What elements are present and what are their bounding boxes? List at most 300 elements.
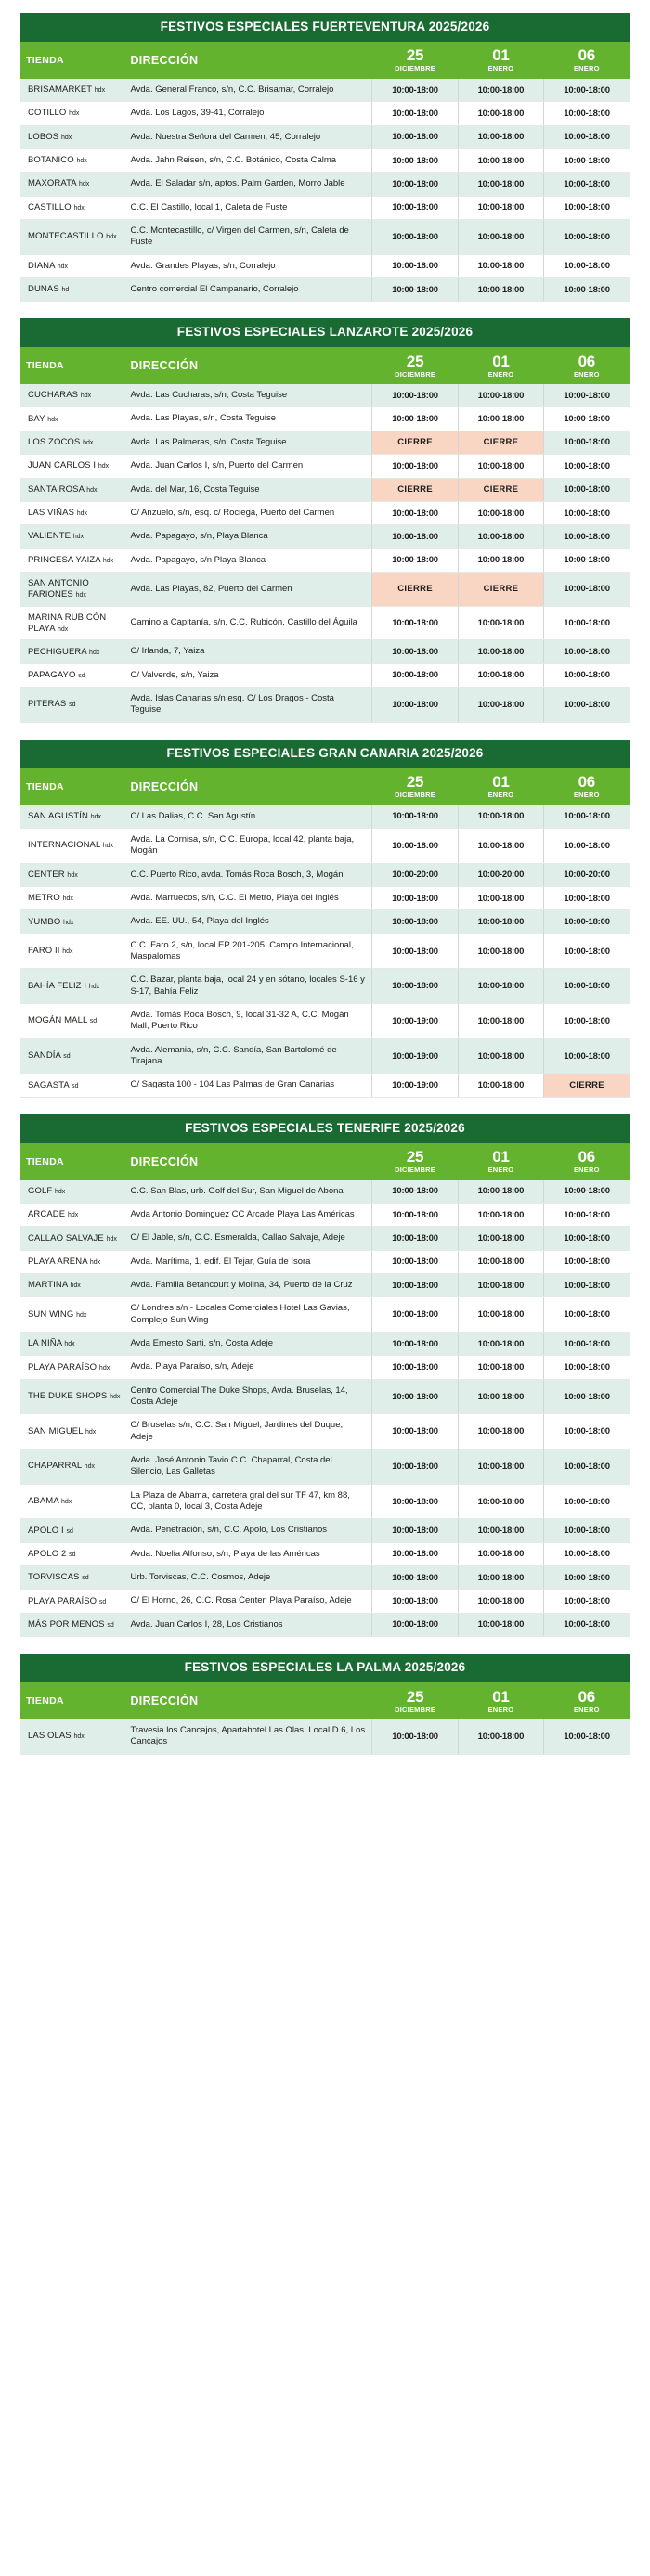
store-address-cell: Avda. Marruecos, s/n, C.C. El Metro, Playa del Inglés <box>124 886 371 909</box>
store-address-cell: Avda Ernesto Sarti, s/n, Costa Adeje <box>124 1333 371 1356</box>
table-row <box>20 478 630 501</box>
opening-hours-cell: 10:00-18:00 <box>544 934 630 969</box>
opening-hours-cell: 10:00-20:00 <box>458 863 543 886</box>
opening-hours-cell: 10:00-18:00 <box>544 384 630 407</box>
opening-hours-cell: 10:00-18:00 <box>372 254 458 277</box>
opening-hours-cell: 10:00-18:00 <box>544 1180 630 1204</box>
table-row <box>20 1074 630 1097</box>
opening-hours-cell: 10:00-18:00 <box>544 1519 630 1542</box>
table-row <box>20 1333 630 1356</box>
opening-hours-cell: 10:00-18:00 <box>544 79 630 102</box>
table-row <box>20 572 630 606</box>
opening-hours-cell: 10:00-18:00 <box>372 828 458 863</box>
store-address-cell: Avda. Papagayo, s/n, Playa Blanca <box>124 525 371 548</box>
store-name: JUAN CARLOS I <box>28 460 97 471</box>
column-header-date-25 <box>372 1682 458 1719</box>
store-format-suffix: sd <box>72 1082 79 1089</box>
date-month-name: ENERO <box>573 1705 600 1714</box>
opening-hours-cell: 10:00-19:00 <box>372 1038 458 1074</box>
store-format-suffix: hdx <box>76 510 88 518</box>
column-header-tienda: TIENDA <box>20 42 124 79</box>
opening-hours-cell: 10:00-18:00 <box>372 688 458 723</box>
opening-hours-cell: 10:00-18:00 <box>458 1180 543 1204</box>
store-format-suffix: sd <box>107 1622 114 1629</box>
table-row <box>20 640 630 663</box>
opening-hours-cell: 10:00-18:00 <box>544 1038 630 1074</box>
store-name: SANDÍA <box>28 1050 61 1062</box>
opening-hours-cell: 10:00-18:00 <box>544 805 630 829</box>
store-address-cell: Avda. Noelia Alfonso, s/n, Playa de las Américas <box>124 1542 371 1565</box>
opening-hours-cell: 10:00-18:00 <box>372 548 458 572</box>
opening-hours-cell: 10:00-18:00 <box>458 1519 543 1542</box>
opening-hours-cell: 10:00-18:00 <box>372 1414 458 1449</box>
date-day-number: 06 <box>578 1148 595 1166</box>
opening-hours-cell: 10:00-18:00 <box>372 1542 458 1565</box>
opening-hours-cell: 10:00-18:00 <box>458 1484 543 1519</box>
store-format-suffix: hdx <box>94 87 106 95</box>
holiday-schedules-page <box>20 13 630 1755</box>
opening-hours-cell: 10:00-18:00 <box>458 548 543 572</box>
store-name: SANTA ROSA <box>28 483 84 495</box>
store-format-suffix: hdx <box>106 234 117 241</box>
table-row <box>20 1379 630 1414</box>
store-name: TORVISCAS <box>28 1572 80 1583</box>
opening-hours-cell: 10:00-18:00 <box>544 1297 630 1333</box>
store-format-suffix: hdx <box>72 534 84 541</box>
closed-cell: CIERRE <box>458 572 543 606</box>
store-name: PLAYA PARAÍSO <box>28 1361 98 1372</box>
store-name: MONTECASTILLO <box>28 231 104 242</box>
opening-hours-cell: 10:00-18:00 <box>372 1273 458 1296</box>
store-address-cell: C.C. El Castillo, local 1, Caleta de Fuste <box>124 196 371 219</box>
opening-hours-cell: 10:00-18:00 <box>458 1004 543 1039</box>
store-name: GOLF <box>28 1185 53 1196</box>
store-name: PITERAS <box>28 699 67 710</box>
store-name: PECHIGUERA <box>28 646 87 657</box>
column-header-date-01 <box>458 1143 543 1180</box>
store-name: MAXORATA <box>28 178 77 189</box>
opening-hours-cell: 10:00-18:00 <box>544 1333 630 1356</box>
column-header-direccion: DIRECCIÓN <box>124 42 371 79</box>
store-name: APOLO I <box>28 1525 64 1536</box>
opening-hours-cell: 10:00-18:00 <box>372 910 458 934</box>
table-row <box>20 663 630 687</box>
column-header-date-06 <box>544 1682 630 1719</box>
store-format-suffix: sd <box>63 1053 71 1061</box>
opening-hours-cell: 10:00-18:00 <box>544 1250 630 1273</box>
opening-hours-cell: 10:00-18:00 <box>544 828 630 863</box>
store-name-cell <box>20 572 124 606</box>
store-address-cell: Avda. Nuestra Señora del Carmen, 45, Corralejo <box>124 125 371 148</box>
column-header-date-01 <box>458 347 543 384</box>
store-address-cell: Avda. Playa Paraíso, s/n, Adeje <box>124 1356 371 1379</box>
table-row <box>20 1004 630 1039</box>
store-address-cell: Centro comercial El Campanario, Corralejo <box>124 277 371 301</box>
opening-hours-cell: 10:00-18:00 <box>372 455 458 478</box>
table-row <box>20 1719 630 1754</box>
opening-hours-cell: 10:00-18:00 <box>458 148 543 172</box>
store-name-cell <box>20 277 124 301</box>
store-name-cell <box>20 148 124 172</box>
table-row <box>20 1519 630 1542</box>
closed-cell: CIERRE <box>372 431 458 454</box>
store-address-cell: C/ Sagasta 100 - 104 Las Palmas de Gran Canarias <box>124 1074 371 1097</box>
store-name: CUCHARAS <box>28 390 79 401</box>
opening-hours-cell: 10:00-18:00 <box>544 102 630 125</box>
holiday-schedule-table <box>20 740 630 1098</box>
opening-hours-cell: 10:00-18:00 <box>544 148 630 172</box>
table-row <box>20 1613 630 1636</box>
store-address-cell: C.C. Faro 2, s/n, local EP 201-205, Campo Internacional, Maspalomas <box>124 934 371 969</box>
opening-hours-cell: 10:00-18:00 <box>458 910 543 934</box>
column-header-direccion: DIRECCIÓN <box>124 1682 371 1719</box>
table-row <box>20 828 630 863</box>
opening-hours-cell: 10:00-18:00 <box>372 640 458 663</box>
opening-hours-cell: 10:00-18:00 <box>372 196 458 219</box>
store-name-cell <box>20 1180 124 1204</box>
store-address-cell: Avda. Alemania, s/n, C.C. Sandía, San Bartolomé de Tirajana <box>124 1038 371 1074</box>
table-row <box>20 1542 630 1565</box>
store-address-cell: Travesia los Cancajos, Apartahotel Las Olas, Local D 6, Los Cancajos <box>124 1719 371 1754</box>
store-address-cell: Avda. Las Palmeras, s/n, Costa Teguise <box>124 431 371 454</box>
store-format-suffix: hdx <box>89 649 100 656</box>
opening-hours-cell: 10:00-18:00 <box>458 886 543 909</box>
holiday-schedule-table <box>20 1114 630 1637</box>
store-name: SAN MIGUEL <box>28 1425 84 1436</box>
opening-hours-cell: 10:00-18:00 <box>458 1038 543 1074</box>
store-name: CHAPARRAL <box>28 1461 82 1472</box>
date-month-name: ENERO <box>488 791 514 800</box>
opening-hours-cell: 10:00-18:00 <box>372 1203 458 1226</box>
table-row <box>20 1250 630 1273</box>
store-name-cell <box>20 501 124 524</box>
store-name-cell <box>20 548 124 572</box>
store-name-cell <box>20 1449 124 1485</box>
closed-cell: CIERRE <box>372 478 458 501</box>
store-name: MOGÁN MALL <box>28 1015 87 1026</box>
opening-hours-cell: 10:00-18:00 <box>544 431 630 454</box>
opening-hours-cell: 10:00-18:00 <box>372 1227 458 1250</box>
opening-hours-cell: 10:00-18:00 <box>372 886 458 909</box>
table-title-text: FESTIVOS ESPECIALES LANZAROTE 2025/2026 <box>20 318 630 347</box>
date-day-number: 06 <box>578 773 595 792</box>
date-day-number: 25 <box>406 773 424 792</box>
table-title-text: FESTIVOS ESPECIALES LA PALMA 2025/2026 <box>20 1654 630 1682</box>
store-name: LAS OLAS <box>28 1731 72 1742</box>
date-month-name: DICIEMBRE <box>395 791 436 800</box>
opening-hours-cell: 10:00-18:00 <box>458 1542 543 1565</box>
store-address-cell: C/ Valverde, s/n, Yaiza <box>124 663 371 687</box>
opening-hours-cell: 10:00-18:00 <box>458 1719 543 1754</box>
store-name: LAS VIÑAS <box>28 508 75 519</box>
closed-cell: CIERRE <box>458 431 543 454</box>
table-row <box>20 934 630 969</box>
store-format-suffix: hdx <box>73 1733 84 1741</box>
store-name-cell <box>20 525 124 548</box>
date-day-number: 06 <box>578 1687 595 1706</box>
store-name-cell <box>20 1613 124 1636</box>
opening-hours-cell: 10:00-18:00 <box>372 606 458 640</box>
store-name-cell <box>20 173 124 196</box>
store-name: FARO II <box>28 946 60 957</box>
store-address-cell: La Plaza de Abama, carretera gral del sur TF 47, km 88, CC, planta 0, local 3, Costa Adeje <box>124 1484 371 1519</box>
holiday-schedule-table <box>20 13 630 302</box>
table-row <box>20 525 630 548</box>
store-name-cell <box>20 1333 124 1356</box>
store-address-cell: Avda. Tomás Roca Bosch, 9, local 31-32 A, C.C. Mogán Mall, Puerto Rico <box>124 1004 371 1039</box>
opening-hours-cell: 10:00-18:00 <box>372 663 458 687</box>
opening-hours-cell: 10:00-18:00 <box>458 1449 543 1485</box>
store-name-cell <box>20 1414 124 1449</box>
opening-hours-cell: 10:00-18:00 <box>458 1333 543 1356</box>
opening-hours-cell: 10:00-18:00 <box>372 219 458 254</box>
opening-hours-cell: 10:00-18:00 <box>458 455 543 478</box>
store-name-cell <box>20 1484 124 1519</box>
opening-hours-cell: 10:00-18:00 <box>458 173 543 196</box>
table-column-header-row <box>20 768 630 805</box>
store-name-cell <box>20 125 124 148</box>
opening-hours-cell: 10:00-18:00 <box>372 1719 458 1754</box>
store-name-cell <box>20 196 124 219</box>
store-format-suffix: hdx <box>98 463 110 470</box>
store-name-cell <box>20 384 124 407</box>
store-address-cell: Urb. Torviscas, C.C. Cosmos, Adeje <box>124 1566 371 1590</box>
table-column-header-row <box>20 1143 630 1180</box>
store-format-suffix: hdx <box>76 1311 87 1319</box>
store-name-cell <box>20 1250 124 1273</box>
table-row <box>20 1203 630 1226</box>
store-address-cell: C/ Las Dalias, C.C. San Agustín <box>124 805 371 829</box>
store-address-cell: Avda. Las Playas, 82, Puerto del Carmen <box>124 572 371 606</box>
store-format-suffix: hdx <box>90 813 102 820</box>
store-name-cell <box>20 1074 124 1097</box>
opening-hours-cell: 10:00-18:00 <box>458 102 543 125</box>
opening-hours-cell: 10:00-18:00 <box>544 125 630 148</box>
column-header-date-06 <box>544 1143 630 1180</box>
store-address-cell: Avda. Penetración, s/n, C.C. Apolo, Los Cristianos <box>124 1519 371 1542</box>
store-name: LA NIÑA <box>28 1338 62 1349</box>
column-header-date-06 <box>544 347 630 384</box>
closed-cell: CIERRE <box>458 478 543 501</box>
store-name: CALLAO SALVAJE <box>28 1232 104 1243</box>
column-header-date-25 <box>372 42 458 79</box>
store-format-suffix: hdx <box>57 625 69 633</box>
column-header-tienda: TIENDA <box>20 768 124 805</box>
store-name: THE DUKE SHOPS <box>28 1391 108 1402</box>
opening-hours-cell: 10:00-18:00 <box>544 910 630 934</box>
store-name: PLAYA ARENA <box>28 1256 88 1267</box>
opening-hours-cell: 10:00-18:00 <box>458 1566 543 1590</box>
store-format-suffix: sd <box>89 1018 98 1025</box>
store-format-suffix: hdx <box>84 1463 95 1471</box>
store-format-suffix: hdx <box>89 1258 101 1266</box>
table-row <box>20 1227 630 1250</box>
opening-hours-cell: 10:00-20:00 <box>372 863 458 886</box>
store-address-cell: Centro Comercial The Duke Shops, Avda. Bruselas, 14, Costa Adeje <box>124 1379 371 1414</box>
opening-hours-cell: 10:00-18:00 <box>544 407 630 431</box>
opening-hours-cell: 10:00-18:00 <box>544 455 630 478</box>
store-address-cell: C.C. Montecastillo, c/ Virgen del Carmen, s/n, Caleta de Fuste <box>124 219 371 254</box>
opening-hours-cell: 10:00-18:00 <box>372 79 458 102</box>
store-name: CENTER <box>28 869 65 880</box>
opening-hours-cell: 10:00-18:00 <box>458 254 543 277</box>
store-format-suffix: hdx <box>61 1499 72 1506</box>
opening-hours-cell: 10:00-18:00 <box>544 501 630 524</box>
store-format-suffix: hdx <box>64 1341 75 1348</box>
store-address-cell: C/ Irlanda, 7, Yaiza <box>124 640 371 663</box>
store-name-cell <box>20 663 124 687</box>
table-row <box>20 688 630 723</box>
store-format-suffix: hdx <box>78 181 90 188</box>
store-format-suffix: hdx <box>76 158 87 165</box>
table-column-header-row <box>20 1682 630 1719</box>
store-name: PRINCESA YAIZA <box>28 554 101 565</box>
store-address-cell: C.C. Puerto Rico, avda. Tomás Roca Bosch, 3, Mogán <box>124 863 371 886</box>
store-format-suffix: hdx <box>47 416 58 423</box>
opening-hours-cell: 10:00-18:00 <box>544 548 630 572</box>
store-address-cell: Avda. Juan Carlos I, s/n, Puerto del Carmen <box>124 455 371 478</box>
column-header-tienda: TIENDA <box>20 1143 124 1180</box>
opening-hours-cell: 10:00-18:00 <box>458 1613 543 1636</box>
store-name-cell <box>20 478 124 501</box>
holiday-schedule-table <box>20 318 630 722</box>
opening-hours-cell: 10:00-18:00 <box>544 688 630 723</box>
opening-hours-cell: 10:00-18:00 <box>544 606 630 640</box>
opening-hours-cell: 10:00-18:00 <box>372 1613 458 1636</box>
table-row <box>20 102 630 125</box>
store-address-cell: Avda. General Franco, s/n, C.C. Brisamar, Corralejo <box>124 79 371 102</box>
opening-hours-cell: 10:00-18:00 <box>544 1590 630 1613</box>
opening-hours-cell: 10:00-18:00 <box>372 277 458 301</box>
store-format-suffix: hdx <box>62 948 73 956</box>
store-format-suffix: sd <box>69 702 76 709</box>
table-row <box>20 805 630 829</box>
store-name: MARINA RUBICÓN PLAYA <box>28 612 107 634</box>
column-header-direccion: DIRECCIÓN <box>124 347 371 384</box>
date-day-number: 25 <box>406 1687 424 1706</box>
store-name-cell <box>20 1273 124 1296</box>
opening-hours-cell: 10:00-18:00 <box>544 254 630 277</box>
table-row <box>20 1297 630 1333</box>
table-row <box>20 1038 630 1074</box>
store-name-cell <box>20 606 124 640</box>
column-header-date-01 <box>458 768 543 805</box>
store-name: LOBOS <box>28 131 59 142</box>
column-header-date-25 <box>372 347 458 384</box>
opening-hours-cell: 10:00-18:00 <box>458 1297 543 1333</box>
store-format-suffix: hdx <box>88 983 100 990</box>
column-header-tienda: TIENDA <box>20 1682 124 1719</box>
opening-hours-cell: 10:00-18:00 <box>458 663 543 687</box>
table-row <box>20 1356 630 1379</box>
store-name: BAHÍA FELIZ I <box>28 980 87 991</box>
store-name: SAN AGUSTÍN <box>28 810 88 821</box>
date-month-name: DICIEMBRE <box>395 1166 436 1175</box>
store-address-cell: Avda. Juan Carlos I, 28, Los Cristianos <box>124 1613 371 1636</box>
table-row <box>20 501 630 524</box>
opening-hours-cell: 10:00-18:00 <box>458 125 543 148</box>
table-title-row <box>20 1654 630 1682</box>
store-format-suffix: hd <box>61 287 70 294</box>
store-address-cell: Avda. La Cornisa, s/n, C.C. Europa, local 42, planta baja, Mogán <box>124 828 371 863</box>
table-row <box>20 455 630 478</box>
opening-hours-cell: 10:00-18:00 <box>544 1356 630 1379</box>
date-month-name: ENERO <box>573 791 600 800</box>
opening-hours-cell: 10:00-18:00 <box>458 640 543 663</box>
store-address-cell: C.C. Bazar, planta baja, local 24 y en sótano, locales S-16 y S-17, Bahía Feliz <box>124 969 371 1004</box>
opening-hours-cell: 10:00-18:00 <box>458 1250 543 1273</box>
opening-hours-cell: 10:00-18:00 <box>458 1379 543 1414</box>
opening-hours-cell: 10:00-18:00 <box>544 1566 630 1590</box>
opening-hours-cell: 10:00-18:00 <box>458 1227 543 1250</box>
store-name-cell <box>20 886 124 909</box>
store-name-cell <box>20 828 124 863</box>
table-row <box>20 277 630 301</box>
column-header-date-01 <box>458 1682 543 1719</box>
opening-hours-cell: 10:00-18:00 <box>544 1542 630 1565</box>
opening-hours-cell: 10:00-18:00 <box>458 934 543 969</box>
date-day-number: 25 <box>406 46 424 65</box>
store-name-cell <box>20 1566 124 1590</box>
store-name: MÁS POR MENOS <box>28 1619 105 1630</box>
table-title-text: FESTIVOS ESPECIALES TENERIFE 2025/2026 <box>20 1114 630 1143</box>
table-column-header-row <box>20 347 630 384</box>
store-format-suffix: sd <box>82 1575 89 1582</box>
store-name-cell <box>20 1038 124 1074</box>
opening-hours-cell: 10:00-18:00 <box>372 125 458 148</box>
opening-hours-cell: 10:00-18:00 <box>372 173 458 196</box>
opening-hours-cell: 10:00-18:00 <box>458 196 543 219</box>
store-name: SUN WING <box>28 1308 74 1320</box>
date-day-number: 01 <box>492 46 510 65</box>
store-name: BRISAMARKET <box>28 84 93 96</box>
opening-hours-cell: 10:00-18:00 <box>544 886 630 909</box>
date-month-name: ENERO <box>573 64 600 73</box>
table-row <box>20 910 630 934</box>
store-name-cell <box>20 254 124 277</box>
store-address-cell: Avda. Grandes Playas, s/n, Corralejo <box>124 254 371 277</box>
opening-hours-cell: 10:00-18:00 <box>544 1203 630 1226</box>
store-format-suffix: hdx <box>110 1394 121 1401</box>
store-format-suffix: hdx <box>61 134 72 141</box>
opening-hours-cell: 10:00-18:00 <box>372 1519 458 1542</box>
opening-hours-cell: 10:00-18:00 <box>458 1273 543 1296</box>
store-format-suffix: sd <box>78 672 85 679</box>
store-address-cell: Avda. del Mar, 16, Costa Teguise <box>124 478 371 501</box>
store-address-cell: Avda. Islas Canarias s/n esq. C/ Los Dragos - Costa Teguise <box>124 688 371 723</box>
store-address-cell: C/ Anzuelo, s/n, esq. c/ Rociega, Puerto del Carmen <box>124 501 371 524</box>
date-day-number: 01 <box>492 1148 510 1166</box>
opening-hours-cell: 10:00-18:00 <box>458 525 543 548</box>
date-day-number: 25 <box>406 352 424 370</box>
store-address-cell: Avda. Las Playas, s/n, Costa Teguise <box>124 407 371 431</box>
store-format-suffix: hdx <box>67 1212 79 1219</box>
store-name-cell <box>20 102 124 125</box>
opening-hours-cell: 10:00-18:00 <box>458 969 543 1004</box>
store-name: YUMBO <box>28 916 61 927</box>
table-row <box>20 1180 630 1204</box>
table-row <box>20 1273 630 1296</box>
date-month-name: ENERO <box>573 1166 600 1175</box>
store-name: PAPAGAYO <box>28 669 76 680</box>
table-title-row <box>20 740 630 768</box>
store-format-suffix: hdx <box>67 871 78 879</box>
store-name: BOTANICO <box>28 155 74 166</box>
table-row <box>20 886 630 909</box>
opening-hours-cell: 10:00-18:00 <box>544 1004 630 1039</box>
date-day-number: 25 <box>406 1148 424 1166</box>
store-format-suffix: hdx <box>69 110 80 118</box>
